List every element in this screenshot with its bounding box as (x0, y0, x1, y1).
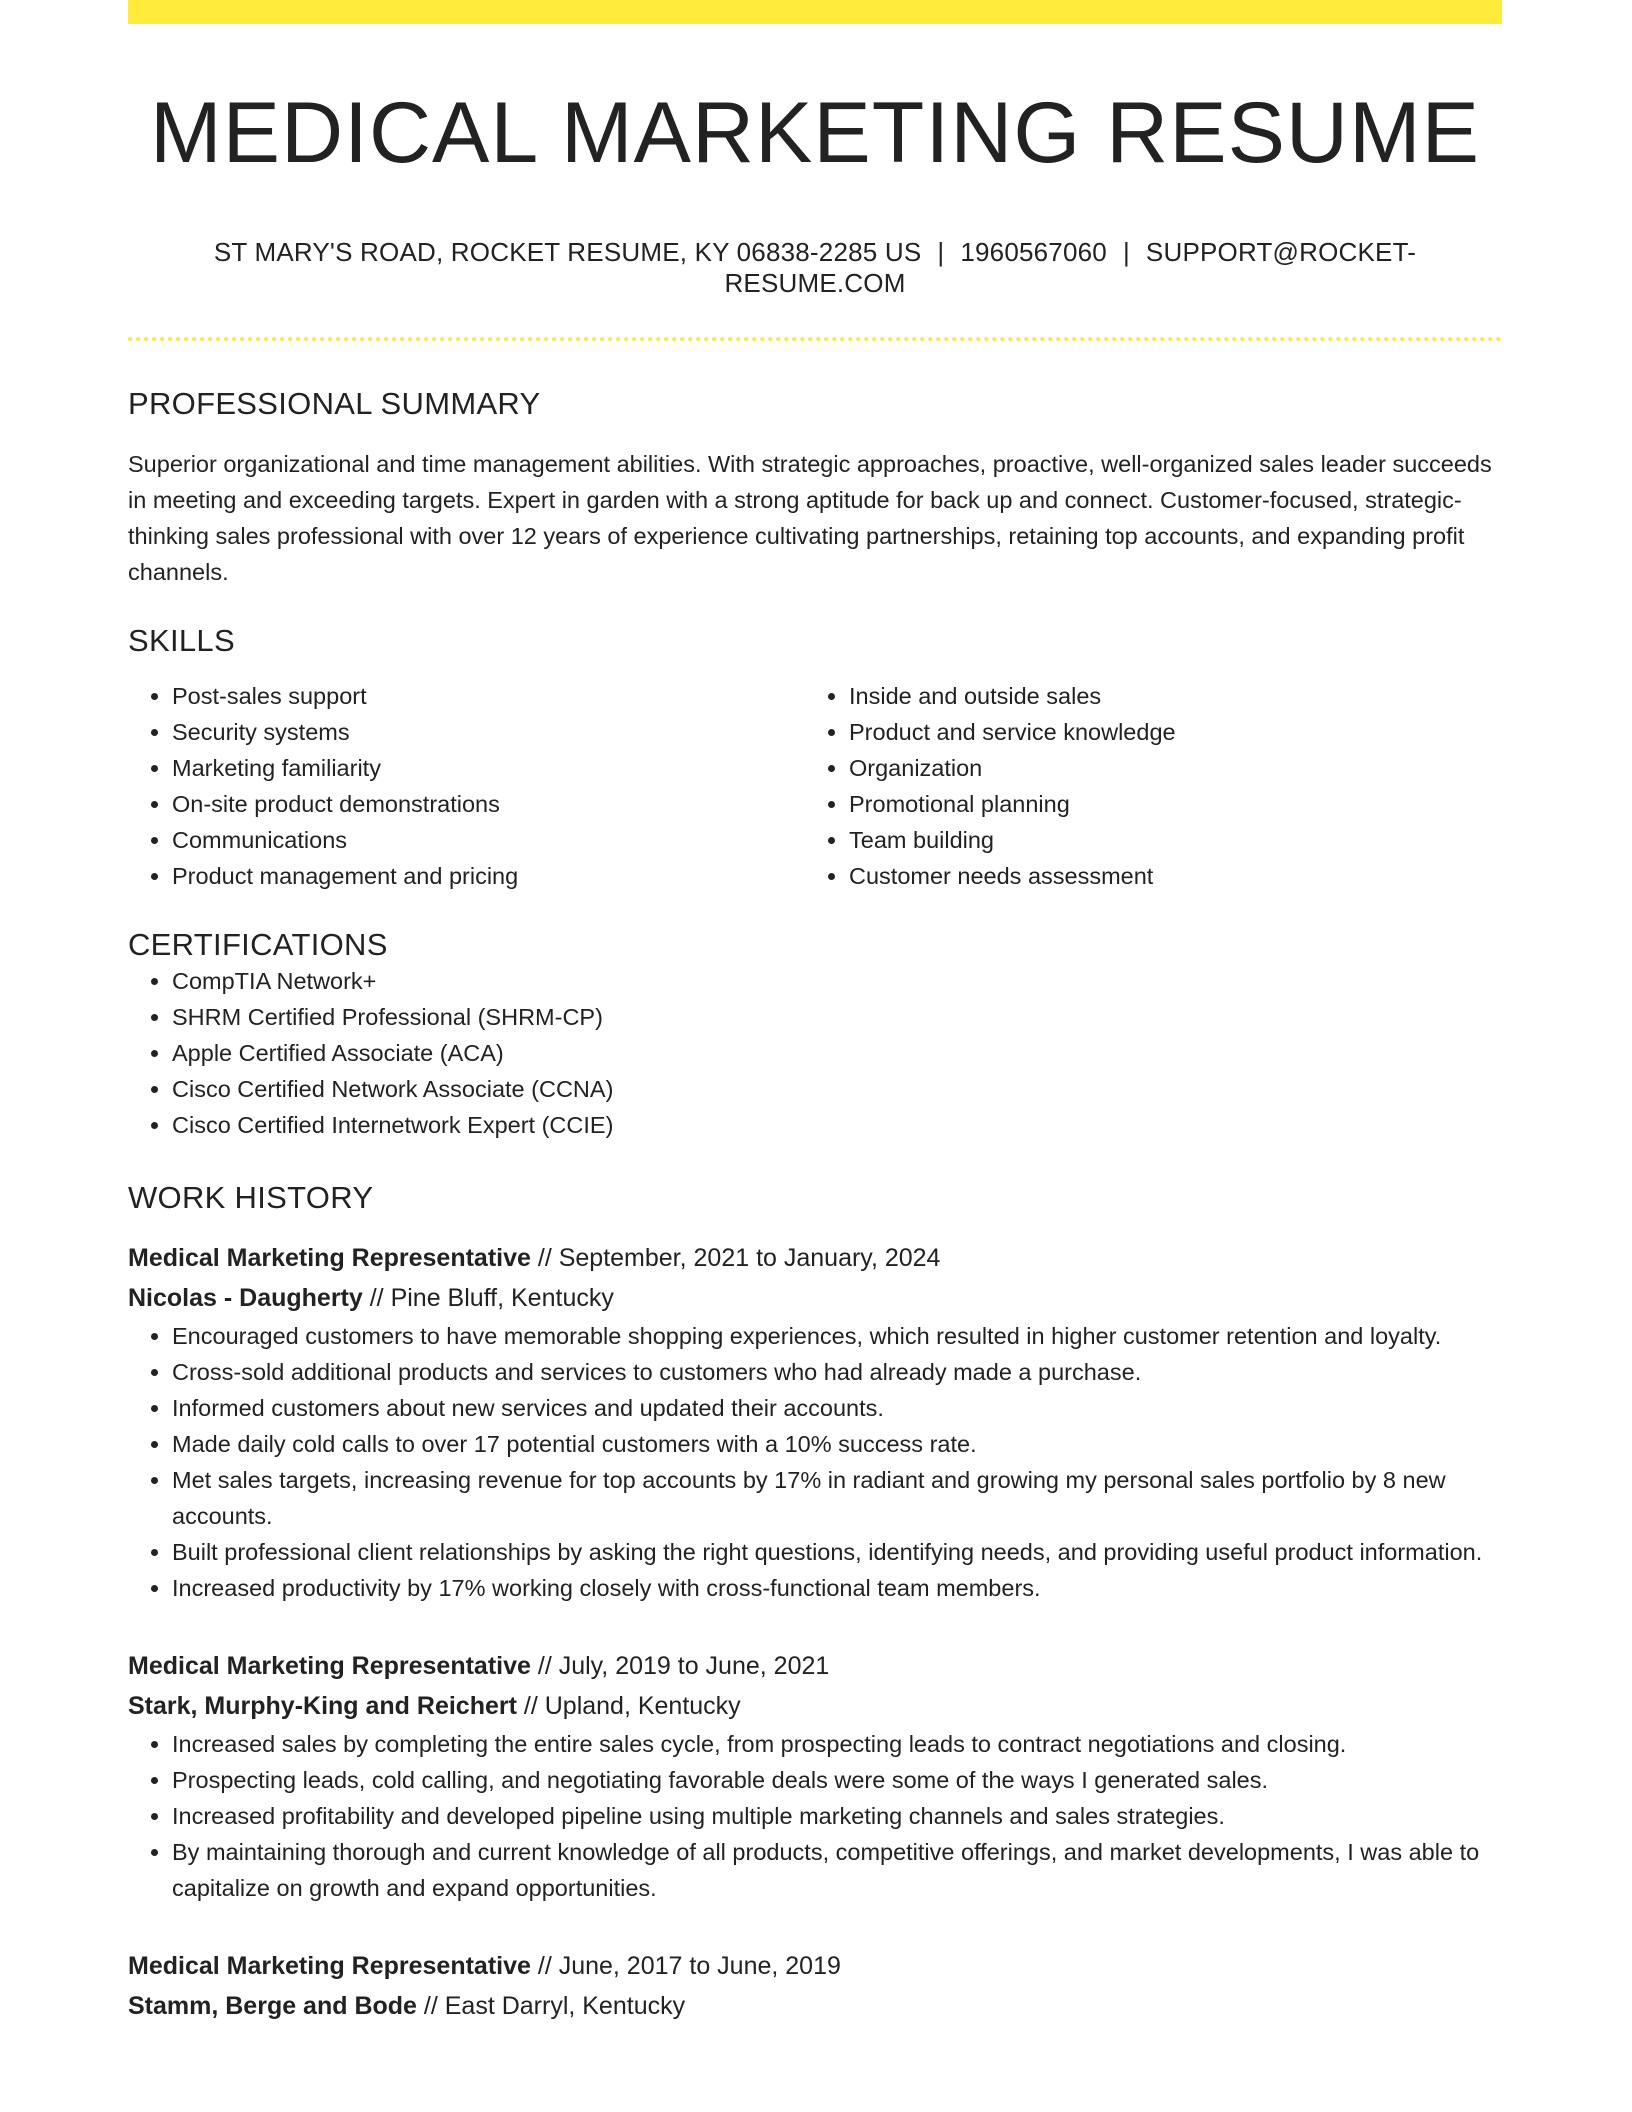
job-company: Stamm, Berge and Bode (128, 1992, 417, 2021)
responsibility-item: • Increased sales by completing the entire sales cycle, from prospecting leads to contract negotiations and closing. (172, 1726, 1502, 1762)
job-location: // Upland, Kentucky (516, 1692, 741, 1721)
certification-item: • Apple Certified Associate (ACA) (172, 1035, 1502, 1071)
job-location: // Pine Bluff, Kentucky (362, 1284, 614, 1313)
skill-item: • Marketing familiarity (172, 750, 805, 786)
certification-item: • Cisco Certified Internetwork Expert (CCIE) (172, 1107, 1502, 1143)
job-company-line (128, 1986, 1502, 2026)
contact-phone: 1960567060 (960, 236, 1107, 267)
job-responsibilities (128, 1318, 1502, 1606)
accent-top-bar (128, 0, 1502, 24)
skills-column-right (805, 678, 1482, 894)
job-title: Medical Marketing Representative (128, 1652, 531, 1681)
skills-list-right (805, 678, 1482, 894)
skill-item: • Promotional planning (849, 786, 1482, 822)
resume-title: MEDICAL MARKETING RESUME (149, 85, 1481, 181)
job-dates: // September, 2021 to January, 2024 (530, 1244, 941, 1273)
responsibility-item: • Made daily cold calls to over 17 potential customers with a 10% success rate. (172, 1426, 1502, 1462)
job-responsibilities (128, 1726, 1502, 1906)
contact-address: ST MARY'S ROAD, ROCKET RESUME, KY 06838-2285 US (213, 236, 922, 267)
skills-column-left (128, 678, 805, 894)
contact-email: SUPPORT@ROCKET-RESUME.COM (724, 236, 1417, 299)
job-dates: // July, 2019 to June, 2021 (530, 1652, 830, 1681)
summary-text: Superior organizational and time management abilities. With strategic approaches, proactive, well-organized sales leader succeeds in meeting and exceeding targets. Expert in garden with a strong aptitude for back up and connect. Customer-focused, strategic-thinking sales professional with over 12 years of experience cultivating partnerships, retaining top accounts, and expanding profit channels. (128, 451, 1492, 586)
responsibility-item: • Informed customers about new services and updated their accounts. (172, 1390, 1502, 1426)
job-title: Medical Marketing Representative (128, 1244, 531, 1273)
job-entry (128, 1646, 1502, 1906)
responsibility-item: • Built professional client relationships by asking the right questions, identifying needs, and providing useful product information. (172, 1534, 1502, 1570)
skill-item: • Product and service knowledge (849, 714, 1482, 750)
certification-item: • CompTIA Network+ (172, 963, 1502, 999)
responsibility-item: • Cross-sold additional products and services to customers who had already made a purchase. (172, 1354, 1502, 1390)
responsibility-item: • Met sales targets, increasing revenue for top accounts by 17% in radiant and growing my personal sales portfolio by 8 new accounts. (172, 1462, 1502, 1534)
skill-item: • Inside and outside sales (849, 678, 1482, 714)
job-title-line (128, 1946, 1502, 1986)
work-history-heading: WORK HISTORY (128, 1179, 374, 1215)
job-company: Stark, Murphy-King and Reichert (128, 1692, 517, 1721)
skill-item: • Product management and pricing (172, 858, 805, 894)
skill-item: • Post-sales support (172, 678, 805, 714)
job-entry (128, 1946, 1502, 2026)
skill-item: • Communications (172, 822, 805, 858)
skill-item: • On-site product demonstrations (172, 786, 805, 822)
certification-item: • Cisco Certified Network Associate (CCNA) (172, 1071, 1502, 1107)
skill-item: • Customer needs assessment (849, 858, 1482, 894)
responsibility-item: • By maintaining thorough and current knowledge of all products, competitive offerings, and market developments, I was able to capitalize on growth and expand opportunities. (172, 1834, 1502, 1906)
job-title-line (128, 1646, 1502, 1686)
responsibility-item: • Increased productivity by 17% working closely with cross-functional team members. (172, 1570, 1502, 1606)
skills-grid (128, 678, 1502, 894)
skills-list-left (128, 678, 805, 894)
responsibility-item: • Increased profitability and developed pipeline using multiple marketing channels and sales strategies. (172, 1798, 1502, 1834)
certifications-heading: CERTIFICATIONS (128, 926, 388, 962)
summary-heading: PROFESSIONAL SUMMARY (128, 386, 541, 422)
skills-heading: SKILLS (128, 623, 235, 659)
job-company: Nicolas - Daugherty (128, 1284, 363, 1313)
certifications-list (128, 963, 1502, 1143)
job-entry (128, 1238, 1502, 1606)
contact-separator: | (937, 236, 945, 267)
skill-item: • Organization (849, 750, 1482, 786)
resume-page (128, 0, 1502, 2026)
responsibility-item: • Prospecting leads, cold calling, and negotiating favorable deals were some of the ways I generated sales. (172, 1762, 1502, 1798)
job-company-line (128, 1278, 1502, 1318)
job-title-line (128, 1238, 1502, 1278)
job-dates: // June, 2017 to June, 2019 (530, 1952, 841, 1981)
job-location: // East Darryl, Kentucky (416, 1992, 686, 2021)
dotted-divider (128, 337, 1502, 341)
skill-item: • Security systems (172, 714, 805, 750)
certification-item: • SHRM Certified Professional (SHRM-CP) (172, 999, 1502, 1035)
job-title: Medical Marketing Representative (128, 1952, 531, 1981)
skill-item: • Team building (849, 822, 1482, 858)
job-company-line (128, 1686, 1502, 1726)
responsibility-item: • Encouraged customers to have memorable shopping experiences, which resulted in higher customer retention and loyalty. (172, 1318, 1502, 1354)
contact-line (128, 237, 1502, 299)
contact-separator: | (1122, 236, 1130, 267)
